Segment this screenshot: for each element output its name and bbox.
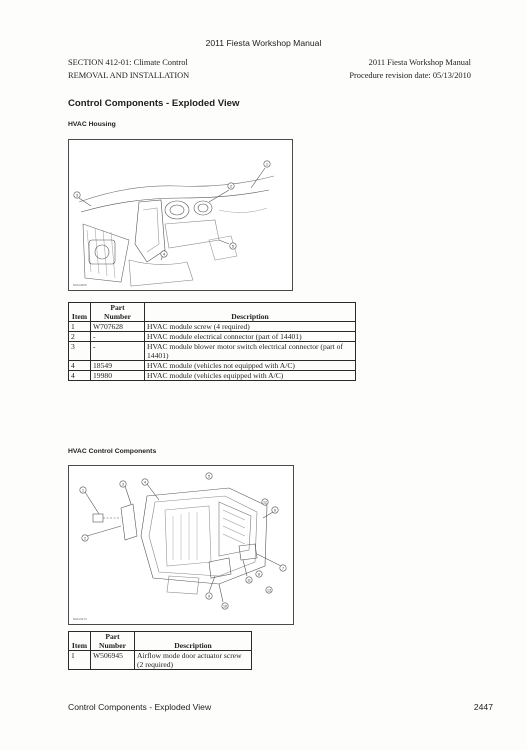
figure1-callout: 1 xyxy=(265,161,269,167)
table-row xyxy=(69,361,356,371)
part-number-cell: 18549 xyxy=(91,361,145,371)
part-header-line2: Number xyxy=(104,312,131,321)
section-line: SECTION 412-01: Climate Control xyxy=(68,58,188,67)
figure2-callout: 3 xyxy=(122,482,124,487)
figure2-callout: 7 xyxy=(282,566,284,571)
page-number: 2447 xyxy=(473,702,493,712)
description-cell: Airflow mode door actuator screw (2 required) xyxy=(135,651,252,670)
figure1-callout: 5 xyxy=(231,243,235,249)
item-cell: 2 xyxy=(69,332,91,342)
manual-header xyxy=(349,56,471,82)
part-number-cell: W506945 xyxy=(91,651,135,670)
footer-title: Control Components - Exploded View xyxy=(68,702,212,712)
description-cell: HVAC module blower motor switch electrical connector (part of 14401) xyxy=(145,342,356,361)
figure2-callout: 1 xyxy=(82,488,84,493)
revision-date: Procedure revision date: 05/13/2010 xyxy=(349,71,471,80)
procedure-type: REMOVAL AND INSTALLATION xyxy=(68,71,190,80)
table-row xyxy=(69,371,356,381)
part-number-cell: W707628 xyxy=(91,322,145,332)
figure1-callout: 4 xyxy=(162,251,166,257)
section-heading: Control Components - Exploded View xyxy=(68,98,240,109)
figure1-subheading: HVAC Housing xyxy=(68,121,116,128)
item-cell: 1 xyxy=(69,322,91,332)
table-row xyxy=(69,322,356,332)
table-row xyxy=(69,332,356,342)
figure2-callout: 13 xyxy=(267,588,271,593)
description-cell: HVAC module screw (4 required) xyxy=(145,322,356,332)
table-header-row xyxy=(69,303,356,322)
document-title: 2011 Fiesta Workshop Manual xyxy=(205,38,322,48)
item-column-header: Item xyxy=(69,303,91,322)
figure2-ref-code: N0113174 xyxy=(73,617,87,621)
figure2-callout: 11 xyxy=(247,578,251,583)
description-cell: HVAC module electrical connector (part of 14401) xyxy=(145,332,356,342)
section-header xyxy=(68,56,189,82)
hvac-control-parts-table xyxy=(68,631,252,670)
figure2-callout: 4 xyxy=(144,480,146,485)
part-number-column-header xyxy=(91,632,135,651)
part-number-cell: 19980 xyxy=(91,371,145,381)
figure2-callout: 6 xyxy=(274,508,276,513)
description-column-header: Description xyxy=(135,632,252,651)
figure2-callout: 8 xyxy=(258,572,260,577)
figure2-callout: 5 xyxy=(208,474,210,479)
figure1-callout: 2 xyxy=(229,183,233,189)
description-cell: HVAC module (vehicles equipped with A/C) xyxy=(145,371,356,381)
table-row xyxy=(69,342,356,361)
figure2-callout: 10 xyxy=(223,604,227,609)
table-row xyxy=(69,651,252,670)
table-header-row xyxy=(69,632,252,651)
item-cell: 1 xyxy=(69,651,91,670)
figure2-callout: 12 xyxy=(263,500,267,505)
item-cell: 4 xyxy=(69,371,91,381)
part-number-column-header xyxy=(91,303,145,322)
part-header-line1: Part xyxy=(105,632,120,641)
item-column-header: Item xyxy=(69,632,91,651)
description-cell: HVAC module (vehicles not equipped with A/C) xyxy=(145,361,356,371)
hvac-housing-figure xyxy=(68,139,293,291)
figure1-ref-code: N0113425 xyxy=(73,283,87,287)
hvac-control-components-figure xyxy=(68,465,294,625)
figure1-callout: 3 xyxy=(75,192,79,198)
part-header-line2: Number xyxy=(99,641,126,650)
figure2-subheading: HVAC Control Components xyxy=(68,448,157,455)
item-cell: 4 xyxy=(69,361,91,371)
part-number-cell: - xyxy=(91,342,145,361)
part-number-cell: - xyxy=(91,332,145,342)
figure2-callout: 2 xyxy=(84,536,86,541)
manual-name: 2011 Fiesta Workshop Manual xyxy=(368,58,471,67)
hvac-housing-parts-table xyxy=(68,302,356,381)
item-cell: 3 xyxy=(69,342,91,361)
figure2-callout: 9 xyxy=(208,594,210,599)
part-header-line1: Part xyxy=(110,303,125,312)
description-column-header: Description xyxy=(145,303,356,322)
